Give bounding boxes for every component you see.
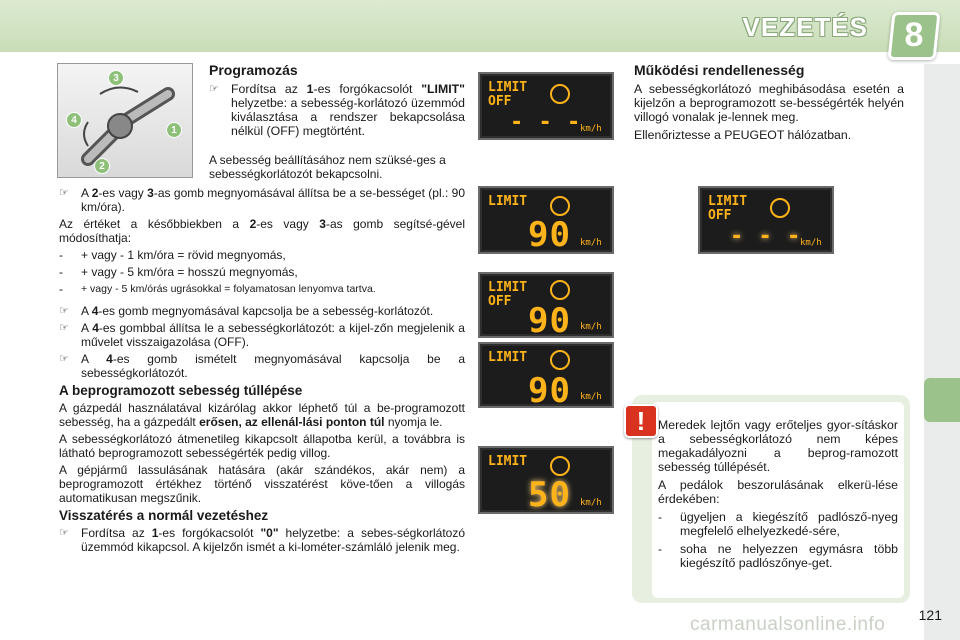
page-title: VEZETÉS <box>742 12 868 42</box>
speed-gauge-icon <box>550 456 570 476</box>
pointing-hand-icon: ☞ <box>59 305 69 317</box>
badge-3: 3 <box>108 70 124 86</box>
lcd-display-fault-blinking: LIMIT OFF - - - km/h <box>698 186 834 254</box>
lcd-display-limit-off-90: LIMIT OFF 90 km/h <box>478 272 614 338</box>
programming-heading: Programozás <box>209 62 298 78</box>
left-column <box>59 186 465 557</box>
return-step: ☞ Fordítsa az 1-es forgókacsolót "0" helyzetbe: a sebes-ségkorlátozó üzemmód kikapcsol. A kijelzőn ismét a ki-lométer-számláló jelenik meg. <box>59 526 466 554</box>
programming-note: A sebesség beállításához nem szüksé-ges a sebességkorlátozót bekapcsolni. <box>209 153 446 181</box>
warning-text: Meredek lejtőn vagy erőteljes gyor-sításkor a sebességkorlátozó nem képes megakadályozni a beprog-ramozott sebesség túllépését. A pedálok beszorulásának elkerü-lése érdekében: - ügyeljen a kiegészítő padlósző-nyeg megfelelő elhelyezkedé-sére, - soha ne helyezzen egymásra több kiegészítő padlószőnye-get. <box>658 418 898 570</box>
overspeed-p2: A sebességkorlátozó átmenetileg kikapcsolt állapotba kerül, a továbbra is látható beprogramozott sebességérték pedig villog. <box>59 432 465 460</box>
overspeed-heading: A beprogramozott sebesség túllépése <box>59 383 303 398</box>
badge-1: 1 <box>166 122 182 138</box>
pointing-hand-icon: ☞ <box>59 322 69 334</box>
step-3: ☞ A 4-es gomb megnyomásával kapcsolja be a sebesség-korlátozót. <box>59 304 434 318</box>
chapter-number: 8 <box>904 16 924 54</box>
speed-gauge-icon <box>550 84 570 104</box>
lcd-display-limit-90-active: LIMIT 90 km/h <box>478 342 614 408</box>
lcd-display-limit-50-blinking: LIMIT 50 km/h <box>478 446 614 514</box>
page-number: 121 <box>918 607 942 623</box>
pointing-hand-icon: ☞ <box>59 187 69 199</box>
lcd-display-limit-90: LIMIT 90 km/h <box>478 186 614 254</box>
exclamation-warning-icon: ! <box>624 404 658 438</box>
watermark: carmanualsonline.info <box>690 614 886 635</box>
pointing-hand-icon: ☞ <box>59 527 69 539</box>
step-2: ☞ A 2-es vagy 3-as gomb megnyomásával állítsa be a se-bességet (pl.: 90 km/óra). <box>59 186 465 214</box>
rail-tab <box>924 378 960 422</box>
overspeed-p1: A gázpedál használatával kizárólag akkor léphető túl a be-programozott sebesség, ha a gázpedált erősen, az ellenál-lási ponton túl nyomja le. <box>59 401 465 429</box>
warning-item: - ügyeljen a kiegészítő padlósző-nyeg megfelelő elhelyezkedé-sére, <box>658 510 898 538</box>
badge-2: 2 <box>94 158 110 174</box>
return-heading: Visszatérés a normál vezetéshez <box>59 508 269 523</box>
malfunction-text: A sebességkorlátozó meghibásodása esetén a kijelzőn a beprogramozott se-bességérték helyén villogó vonalak je-lennek meg. Ellenőriztesse a PEUGEOT hálózatban. <box>634 82 904 142</box>
step-4: ☞ A 4-es gombbal állítsa le a sebességkorlátozót: a kijel-zőn megjelenik a művelet visszaigazolása (OFF). <box>59 321 465 349</box>
right-rail <box>924 64 960 640</box>
dash-item: - + vagy - 1 km/óra = rövid megnyomás, <box>59 248 286 262</box>
warning-item: - soha ne helyezzen egymásra több kiegészítő padlószőnye-get. <box>658 542 898 570</box>
pointing-hand-icon: ☞ <box>59 353 69 365</box>
dash-item: - + vagy - 5 km/óra = hosszú megnyomás, <box>59 265 298 279</box>
speed-gauge-icon <box>550 280 570 300</box>
stalk-illustration <box>57 63 193 178</box>
modify-text: Az értéket a későbbiekben a 2-es vagy 3-as gomb segítsé-gével módosíthatja: <box>59 217 466 245</box>
speed-gauge-icon <box>770 198 790 218</box>
speed-gauge-icon <box>550 350 570 370</box>
overspeed-p3: A gépjármű lassulásának hatására (akár szándékos, akár nem) a beprogramozott értékhez történő visszatérést köve-tően a villogás automatikusan megszűnik. <box>59 463 465 505</box>
dash-item: - + vagy - 5 km/órás ugrásokkal = folyamatosan lenyomva tartva. <box>59 282 376 296</box>
badge-4: 4 <box>66 112 82 128</box>
step-5: ☞ A 4-es gomb ismételt megnyomásával kapcsolja be a sebességkorlátozót. <box>59 352 465 380</box>
pointing-hand-icon: ☞ <box>209 83 219 95</box>
lcd-display-off-dashes: LIMIT OFF - - - km/h <box>478 72 614 140</box>
malfunction-heading: Működési rendellenesség <box>634 62 805 78</box>
programming-step-1: ☞ Fordítsa az 1-es forgókacsolót "LIMIT" helyzetbe: a sebesség-korlátozó üzemmód kiválasztása a rendszer bekapcsolása nélkül (OFF) megtörtént. <box>209 82 465 138</box>
speed-gauge-icon <box>550 196 570 216</box>
